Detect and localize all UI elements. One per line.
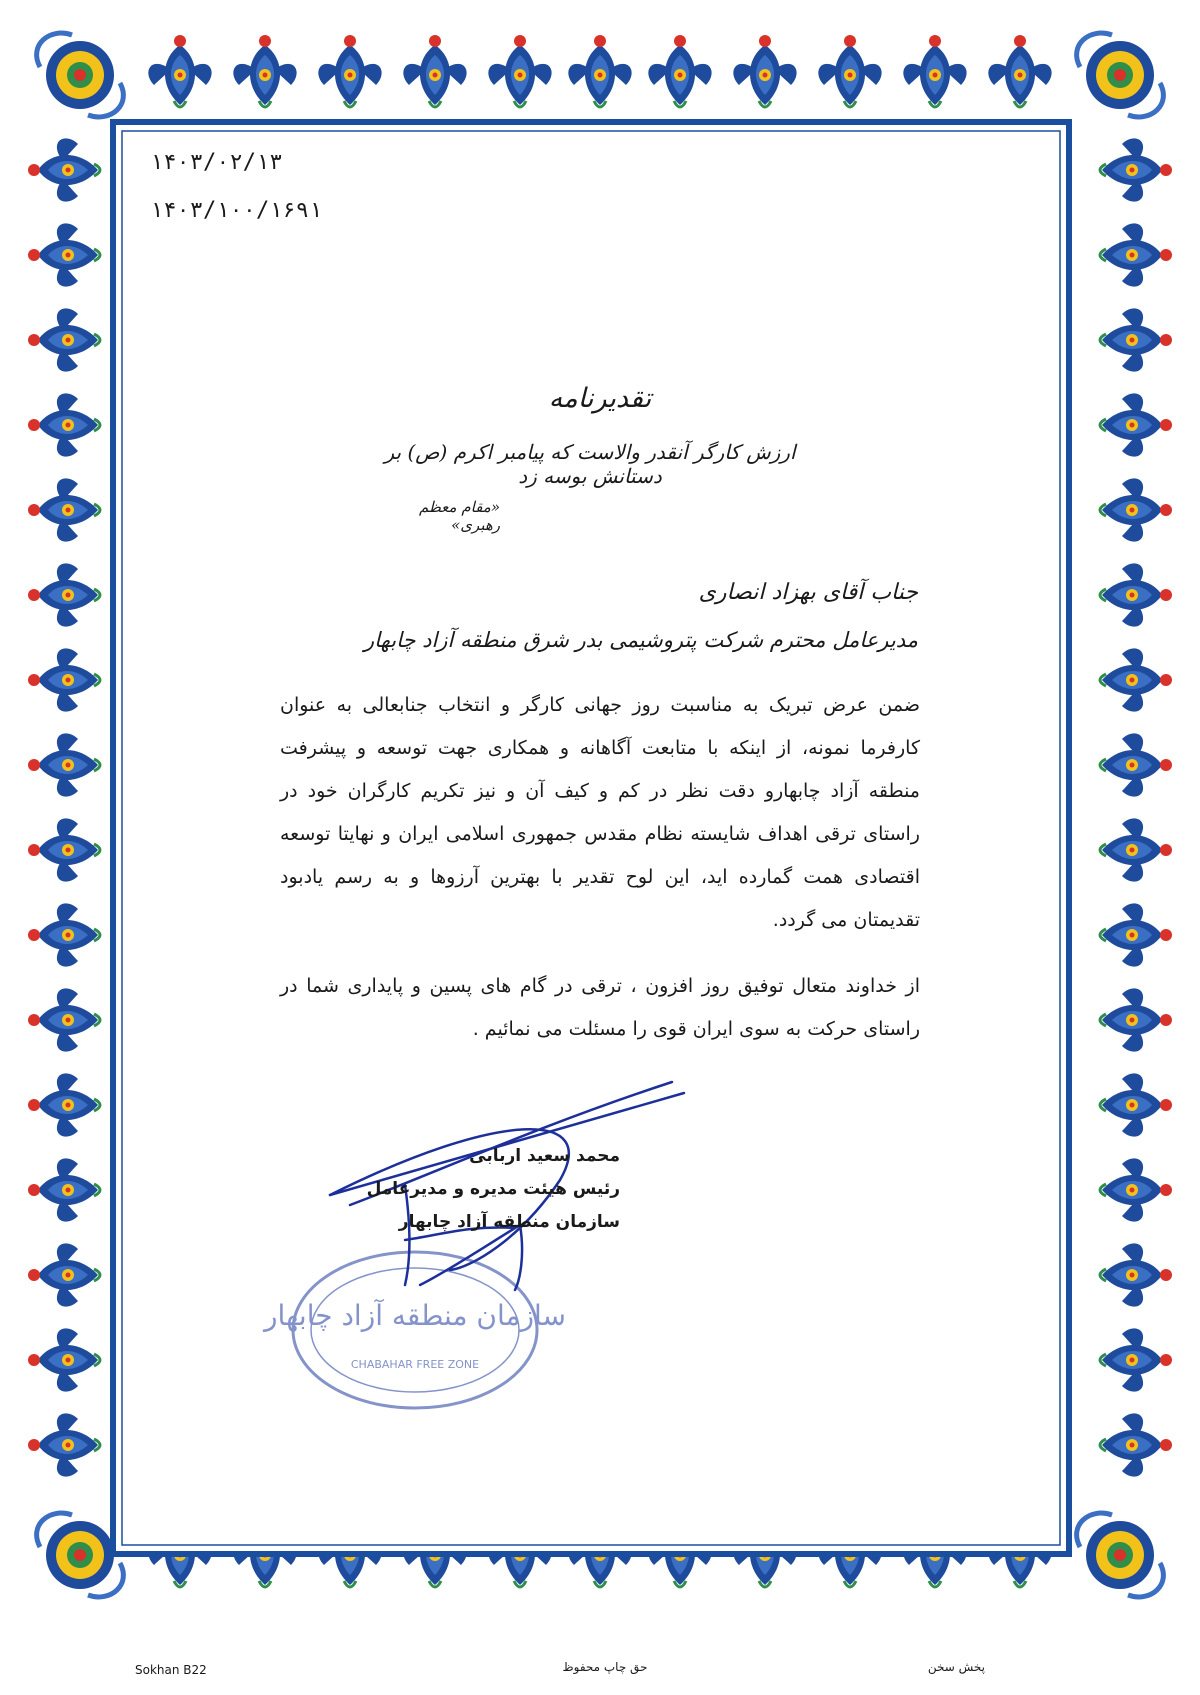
closing-text: از خداوند متعال توفیق روز افزون ، ترقی در گام های پسین و پایداری شما در راستای حرکت به سوی ایران قوی را مسئلت می نمائیم . <box>280 975 920 1040</box>
body-text: ضمن عرض تبریک به مناسبت روز جهانی کارگر و انتخاب جنابعالی به عنوان کارفرما نمونه، از اینکه با متابعت آگاهانه و همکاری جهت توسعه و پیشرفت منطقه آزاد چابهارو دقت نظر در کم و کیف آن و نیز تکریم کارگران خود در راستای ترقی اهداف شایسته نظام مقدس جمهوری اسلامی ایران و نهایتا توسعه اقتصادی همت گمارده اید، این لوح تقدیر با بهترین آرزوها و به رسم یادبود تقدیمتان می گردد. <box>280 694 920 931</box>
footer-copyright: حق چاپ محفوظ <box>562 1660 648 1674</box>
recipient-role: مدیرعامل محترم شرکت پتروشیمی بدر شرق منطقه آزاد چابهار <box>364 628 918 652</box>
signature-block <box>367 1140 620 1239</box>
document-title: تقدیرنامه <box>548 383 652 414</box>
svg-text:سازمان منطقه آزاد چابهار: سازمان منطقه آزاد چابهار <box>263 1299 567 1332</box>
signer-name: محمد سعید اربابی <box>469 1146 620 1166</box>
footer-distributor: پخش سخن <box>927 1660 985 1674</box>
quote-source: «مقام معظم رهبری» <box>419 498 500 534</box>
recipient-name: جناب آقای بهزاد انصاری <box>698 580 918 605</box>
quote-text: ارزش کارگر آنقدر والاست که پیامبر اکرم (ص) بر دستانش بوسه زد <box>384 440 796 488</box>
closing-paragraph <box>280 965 920 1051</box>
svg-text:CHABAHAR FREE ZONE: CHABAHAR FREE ZONE <box>350 1358 480 1371</box>
signer-organization: سازمان منطقه آزاد چابهار <box>398 1212 620 1232</box>
reference-number: ۱۴۰۳/۱۰۰/۱۶۹۱ <box>150 198 323 223</box>
signer-title: رئیس هیئت مدیره و مدیرعامل <box>366 1179 620 1199</box>
footer-publisher-code: Sokhan B22 <box>135 1663 207 1677</box>
body-paragraph <box>280 684 920 942</box>
reference-date: ۱۴۰۳/۰۲/۱۳ <box>150 150 283 175</box>
